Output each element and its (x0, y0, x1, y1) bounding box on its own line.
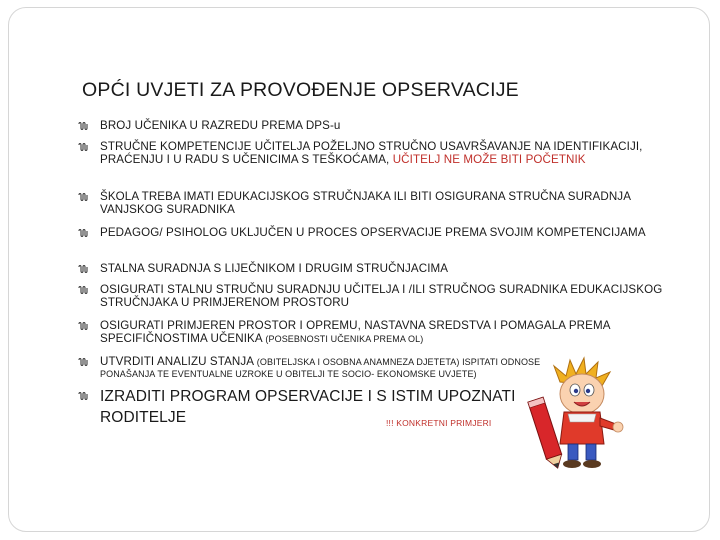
bullet-note: (POSEBNOSTI UČENIKA PREMA OL) (265, 334, 424, 344)
bullet-text: STALNA SURADNJA S LIJEČNIKOM I DRUGIM STRUČNJACIMA (100, 262, 449, 275)
bullet-note-line: PONAŠANJA TE EVENTUALNE UZROKE U OBITELJI TE SOCIO- EKONOMSKE UVJETE) (100, 369, 477, 379)
scroll-bullet-icon (78, 191, 90, 203)
bullet-text: ŠKOLA TREBA IMATI EDUKACIJSKOG STRUČNJAKA ILI BITI OSIGURANA STRUČNA SURADNJA VANJSKOG SURADNIKA (100, 190, 631, 216)
bullet-note: (OBITELJSKA I OSOBNA ANAMNEZA DJETETA) ISPITATI ODNOSE (256, 357, 541, 367)
bullet-text: UTVRDITI ANALIZU STANJA (OBITELJSKA I OSOBNA ANAMNEZA DJETETA) ISPITATI ODNOSE PONAŠANJA TE EVENTUALNE UZROKE U OBITELJI TE SOCIO- EKONOMSKE UVJETE) (100, 355, 670, 380)
scroll-bullet-icon (78, 390, 90, 402)
slide-title: OPĆI UVJETI ZA PROVOĐENJE OPSERVACIJE (82, 79, 519, 101)
bullet-text: OSIGURATI STALNU STRUČNU SURADNJU UČITELJA I /ILI STRUČNOG SURADNIKA EDUKACIJSKOG STRUČNJAKA U PRIMJERENOM PROSTORU (100, 283, 663, 309)
bullet-text: IZRADITI PROGRAM OPSERVACIJE I S ISTIM UPOZNATI RODITELJE (100, 388, 516, 426)
scroll-bullet-icon (78, 120, 90, 132)
highlighted-text: UČITELJ NE MOŽE BITI POČETNIK (392, 153, 586, 166)
scroll-bullet-icon (78, 356, 90, 368)
bullet-text: BROJ UČENIKA U RAZREDU PREMA DPS-u (100, 119, 341, 132)
scroll-bullet-icon (78, 227, 90, 239)
bullet-text: STRUČNE KOMPETENCIJE UČITELJA POŽELJNO STRUČNO USAVRŠAVANJE NA IDENTIFIKACIJI, PRAĆENJU I U RADU S UČENICIMA S TEŠKOĆAMA, UČITELJ NE MOŽE BITI POČETNIK (100, 140, 643, 166)
bullet-text: PEDAGOG/ PSIHOLOG UKLJUČEN U PROCES OPSERVACIJE PREMA SVOJIM KOMPETENCIJAMA (100, 226, 646, 239)
bullet-text: OSIGURATI PRIMJEREN PROSTOR I OPREMU, NASTAVNA SREDSTVA I POMAGALA PREMA SPECIFIČNOSTIMA UČENIKA (POSEBNOSTI UČENIKA PREMA OL) (100, 319, 610, 345)
scroll-bullet-icon (78, 263, 90, 275)
cartoon-child-with-pencil-illustration (520, 352, 640, 472)
scroll-bullet-icon (78, 320, 90, 332)
scroll-bullet-icon (78, 284, 90, 296)
scroll-bullet-icon (78, 141, 90, 153)
examples-label: !!! KONKRETNI PRIMJERI (386, 418, 492, 428)
